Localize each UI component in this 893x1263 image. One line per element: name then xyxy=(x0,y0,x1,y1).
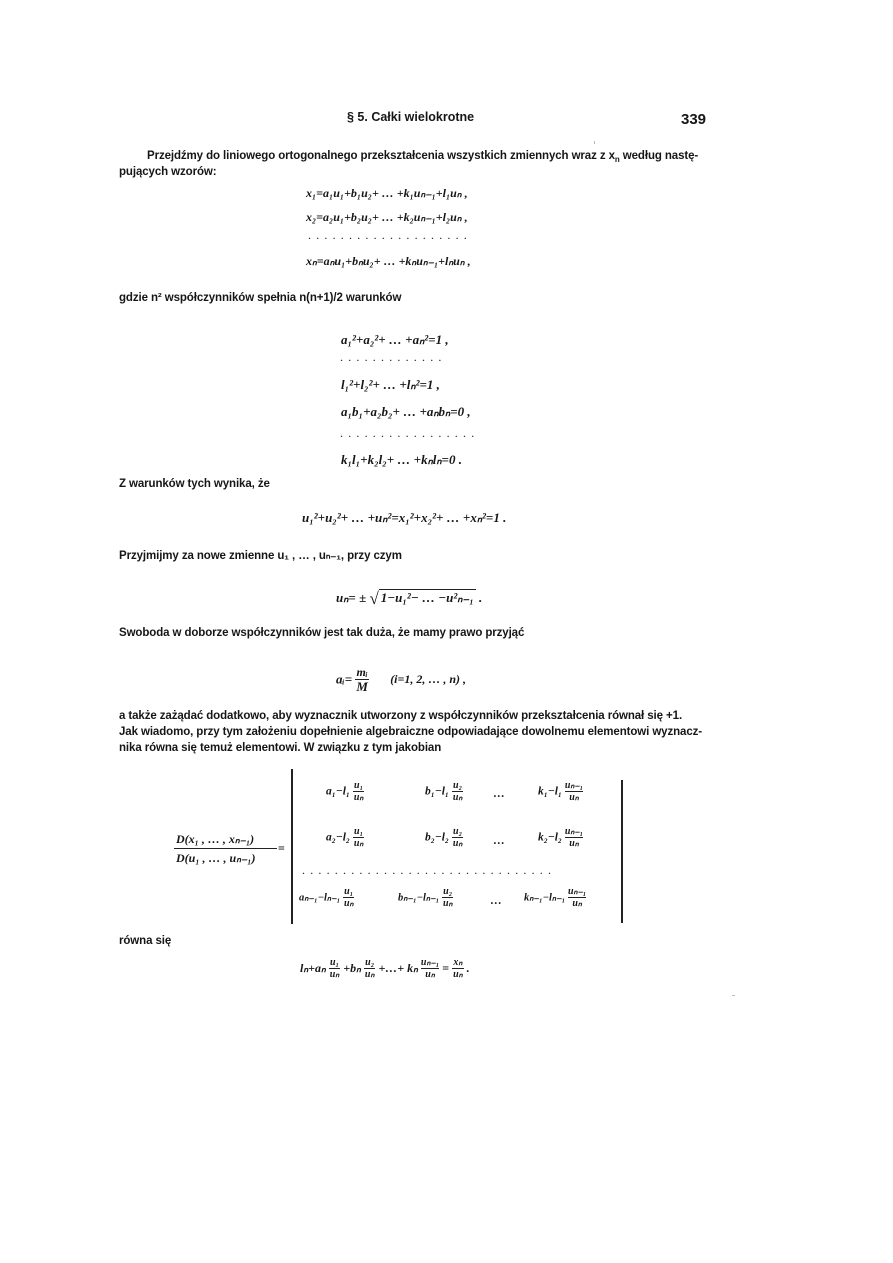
equation-condition-dots2: ................. xyxy=(340,426,480,440)
equation-condition-row1: a₁²+a₂²+ … +aₙ²=1 , xyxy=(341,332,449,347)
paragraph-consequence: Z warunków tych wynika, że xyxy=(119,478,270,490)
determinant-row1-col3: k₁−l₁ $\frac{\text{uₙ₋₁}}{\text{uₙ}}$ xyxy=(538,780,584,803)
equation-transform-row1: x₁=a₁u₁+b₁u₂+ … +k₁uₙ₋₁+l₁uₙ , xyxy=(306,186,468,200)
determinant-row3-col2: bₙ₋₁−lₙ₋₁ $\frac{\text{u₂}}{\text{uₙ}}$ xyxy=(398,886,453,909)
equation-un-definition: uₙ= ± √ 1−u₁²− … −u²ₙ₋₁ . xyxy=(336,589,483,608)
determinant-right-bar xyxy=(621,780,623,923)
scan-speck xyxy=(594,141,595,144)
determinant-row3-ellipsis: … xyxy=(490,895,502,907)
paragraph-determinant-line2: Jak wiadomo, przy tym założeniu dopełnienie algebraiczne odpowiadające dowolnemu elementowi wyznacz- xyxy=(119,726,703,738)
paragraph-conditions: gdzie n² współczynników spełnia n(n+1)/2 warunków xyxy=(119,292,402,304)
determinant-row1-col1: a₁−l₁ $\frac{\text{u₁}}{\text{uₙ}}$ xyxy=(326,780,364,803)
determinant-row1-ellipsis: … xyxy=(493,788,505,800)
determinant-row2-ellipsis: … xyxy=(493,835,505,847)
page-number: 339 xyxy=(681,111,707,128)
paragraph-determinant-line3: nika równa się temuż elementowi. W związku z tym jakobian xyxy=(119,742,442,754)
equation-sum-squares: u₁²+u₂²+ … +uₙ²=x₁²+x₂²+ … +xₙ²=1 . xyxy=(302,510,507,525)
determinant-row2-col2: b₂−l₂ $\frac{\text{u₂}}{\text{uₙ}}$ xyxy=(425,826,463,849)
running-header: § 5. Całki wielokrotne xyxy=(347,110,475,124)
equation-transform-row2: x₂=a₂u₁+b₂u₂+ … +k₂uₙ₋₁+l₂uₙ , xyxy=(306,210,468,224)
jacobian-lhs-numerator: D(x₁ , … , xₙ₋₁) xyxy=(176,832,255,846)
equation-ai-definition: aᵢ= $\frac{\text{mᵢ}}{M}$ (i=1, 2, … , n) , xyxy=(336,665,467,694)
paragraph-new-variables: Przyjmijmy za nowe zmienne u₁ , … , uₙ₋₁, przy czym xyxy=(119,550,402,562)
determinant-row2-col1: a₂−l₂ $\frac{\text{u₁}}{\text{uₙ}}$ xyxy=(326,826,364,849)
jacobian-equals-sign: = xyxy=(278,841,285,855)
scan-speck xyxy=(732,995,735,996)
determinant-left-bar xyxy=(291,769,293,924)
determinant-dots-row: ............................... xyxy=(302,863,557,877)
jacobian-lhs-denominator: D(u₁ , … , uₙ₋₁) xyxy=(176,851,256,865)
paragraph-equals: równa się xyxy=(119,935,172,947)
equation-condition-row4: k₁l₁+k₂l₂+ … +kₙlₙ=0 . xyxy=(341,452,462,467)
equation-condition-row2: l₁²+l₂²+ … +lₙ²=1 , xyxy=(341,377,440,392)
equation-transform-row3: xₙ=aₙu₁+bₙu₂+ … +kₙuₙ₋₁+lₙuₙ , xyxy=(306,254,471,268)
determinant-row3-col1: aₙ₋₁−lₙ₋₁ $\frac{\text{u₁}}{\text{uₙ}}$ xyxy=(299,886,354,909)
paragraph-intro-line1: Przejdźmy do liniowego ortogonalnego przekształcenia wszystkich zmiennych wraz z $x_n$ według nastę- xyxy=(147,150,699,164)
equation-condition-dots1: ............. xyxy=(340,350,447,364)
determinant-row3-col3: kₙ₋₁−lₙ₋₁ $\frac{\text{uₙ₋₁}}{\text{uₙ}}$ xyxy=(524,886,587,909)
determinant-row1-col2: b₁−l₁ $\frac{\text{u₂}}{\text{uₙ}}$ xyxy=(425,780,463,803)
determinant-row2-col3: k₂−l₂ $\frac{\text{uₙ₋₁}}{\text{uₙ}}$ xyxy=(538,826,584,849)
equation-condition-row3: a₁b₁+a₂b₂+ … +aₙbₙ=0 , xyxy=(341,404,471,419)
equation-final: lₙ+aₙ $\frac{\text{u₁}}{\text{uₙ}}$ +bₙ $\frac{\text{u₂}}{\text{uₙ}}$ +…+ kₙ $\frac{\text{uₙ₋₁}}{\text{uₙ}}$ = $\frac{\text{xₙ}}{\text{uₙ}}$ . xyxy=(300,957,470,980)
paragraph-freedom: Swoboda w doborze współczynników jest tak duża, że mamy prawo przyjąć xyxy=(119,627,525,639)
paragraph-intro-line2: pujących wzorów: xyxy=(119,166,217,178)
equation-transform-dots: .................... xyxy=(308,228,472,242)
sqrt-sign-icon: √ xyxy=(369,589,379,608)
paragraph-determinant-line1: a także zażądać dodatkowo, aby wyznacznik utworzony z współczynników przekształcenia równał się +1. xyxy=(119,710,683,722)
jacobian-lhs-fraction-bar xyxy=(174,848,277,849)
